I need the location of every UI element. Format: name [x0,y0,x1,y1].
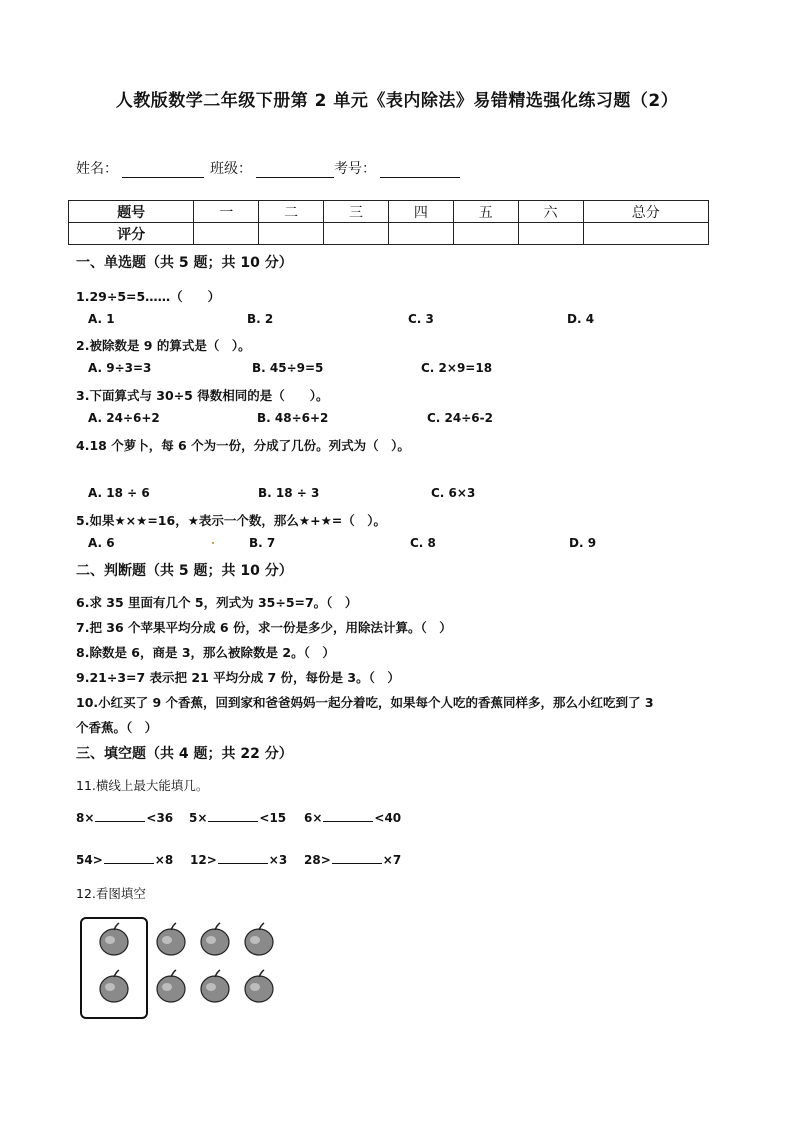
question: 3.下面算式与 30÷5 得数相同的是（ ）。 [76,388,329,403]
section-heading: 二、判断题（共 5 题；共 10 分） [76,563,293,579]
class-label: 班级： [210,161,252,177]
option[interactable]: B. 48÷6+2 [257,411,329,425]
option[interactable]: C. 2×9=18 [421,361,493,375]
option[interactable]: D. 9 [569,536,597,550]
question: 1.29÷5=5……（ ） [76,289,221,304]
table-cell: 三 [324,201,389,223]
question: 7.把 36 个苹果平均分成 6 份，求一份是多少，用除法计算。（ ） [76,620,452,635]
option[interactable]: C. 3 [408,312,434,326]
table-cell: 总分 [583,201,708,223]
option[interactable]: A. 9÷3=3 [88,361,152,375]
page-title: 人教版数学二年级下册第 2 单元《表内除法》易错精选强化练习题（2） [115,91,679,111]
question: 6.求 35 里面有几个 5，列式为 35÷5=7。（ ） [76,595,358,610]
table-cell: 五 [453,201,518,223]
fill-prefix: 6× [304,811,323,825]
fill-suffix: <36 [146,811,174,825]
question: 9.21÷3=7 表示把 21 平均分成 7 份，每份是 3。（ ） [76,670,400,685]
apple-icon [100,970,128,1002]
apple-icon [201,970,229,1002]
name-label: 姓名： [76,161,118,177]
question: 11.横线上最大能填几。 [76,778,209,793]
apple-icon [157,970,185,1002]
question: 8.除数是 6，商是 3，那么被除数是 2。（ ） [76,645,335,660]
apple-icon [201,923,229,955]
table-cell: 四 [388,201,453,223]
option[interactable]: B. 45÷9=5 [252,361,324,375]
table-cell: 六 [518,201,583,223]
apple-icon [245,970,273,1002]
question: 5.如果★×★=16，★表示一个数，那么★+★=（ ）。 [76,513,387,528]
option[interactable]: B. 7 [249,536,276,550]
option[interactable]: A. 24÷6+2 [88,411,160,425]
apple-icon [245,923,273,955]
question: 10.小红买了 9 个香蕉，回到家和爸爸妈妈一起分着吃，如果每个人吃的香蕉同样多，那么小红吃到了 3 [76,695,654,710]
fill-suffix: <40 [374,811,402,825]
fill-prefix: 28> [304,853,331,867]
table-cell: 评分 [69,223,194,245]
exam-no-label: 考号： [334,161,376,177]
option[interactable]: B. 18 ÷ 3 [258,486,320,500]
option[interactable]: C. 8 [410,536,436,550]
fill-prefix: 12> [190,853,217,867]
question: 12.看图填空 [76,886,146,901]
fill-prefix: 8× [76,811,95,825]
fill-prefix: 54> [76,853,103,867]
option[interactable]: B. 2 [247,312,274,326]
fill-suffix: ×7 [382,853,402,867]
option[interactable]: D. 4 [567,312,595,326]
fill-prefix: 5× [189,811,208,825]
option[interactable]: A. 1 [88,312,115,326]
question: 2.被除数是 9 的算式是（ ）。 [76,338,251,353]
table-cell: 一 [194,201,259,223]
question: 4.18 个萝卜，每 6 个为一份，分成了几份。列式为（ ）。 [76,438,410,453]
fill-suffix: ×8 [154,853,174,867]
apple-icon [157,923,185,955]
option[interactable]: C. 24÷6-2 [427,411,493,425]
section-heading: 一、单选题（共 5 题；共 10 分） [76,255,293,271]
option[interactable]: C. 6×3 [431,486,476,500]
section-heading: 三、填空题（共 4 题；共 22 分） [76,746,293,762]
table-cell: 二 [259,201,324,223]
option[interactable]: A. 18 ÷ 6 [88,486,150,500]
apple-icon [100,923,128,955]
question-continued: 个香蕉。（ ） [76,720,158,735]
fill-suffix: ×3 [268,853,288,867]
table-cell: 题号 [69,201,194,223]
option[interactable]: A. 6 [88,536,115,550]
fill-suffix: <15 [259,811,287,825]
